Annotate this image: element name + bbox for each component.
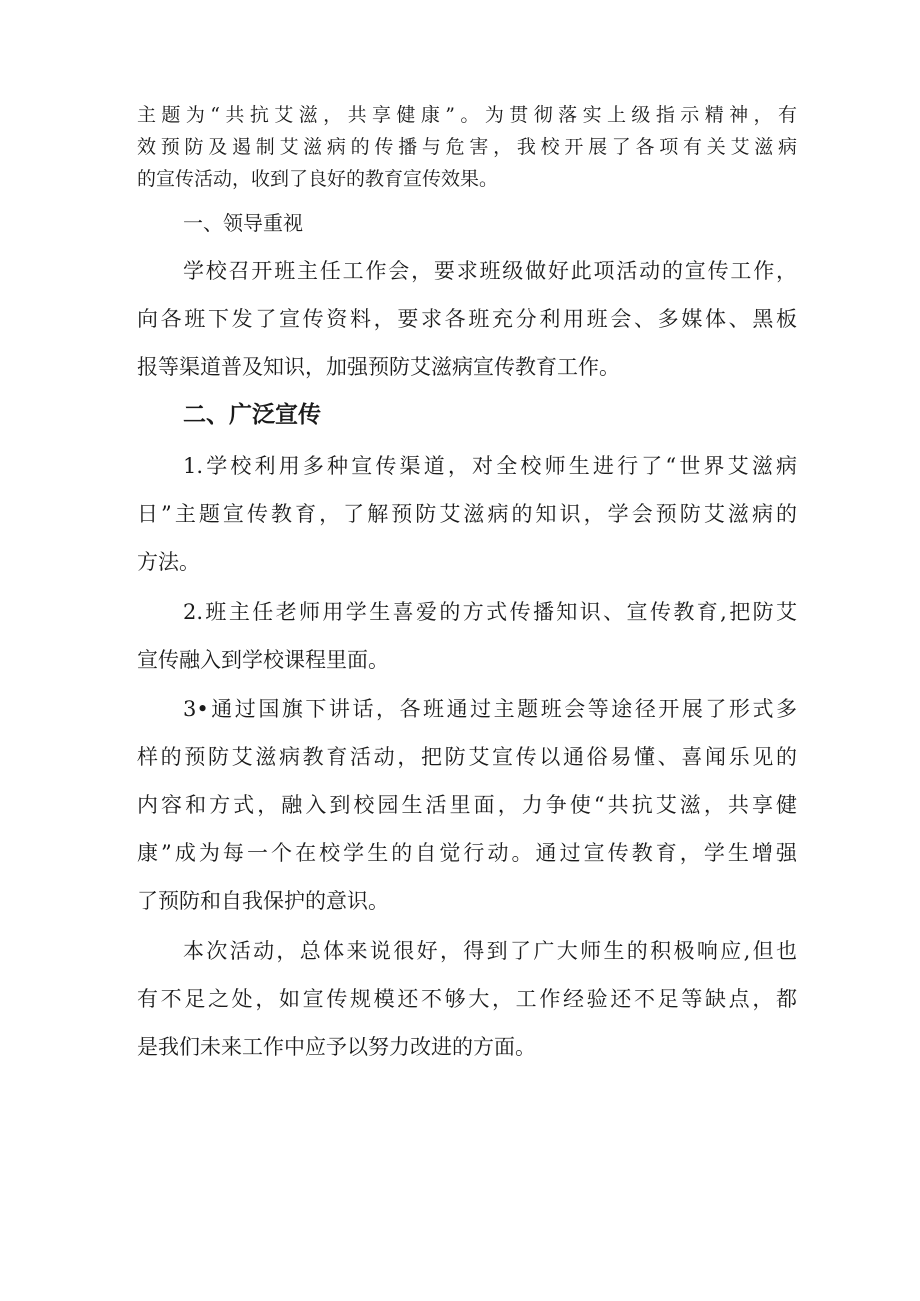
- item-2-line-1: 2.班主任老师用学生喜爱的方式传播知识、宣传教育,把防艾: [183, 600, 797, 624]
- conclusion-line-2: 有不足之处，如宣传规模还不够大，工作经验还不足等缺点，都: [137, 987, 797, 1011]
- conclusion-line-1: 本次活动，总体来说很好，得到了广大师生的积极响应,但也: [183, 939, 797, 963]
- intro-line-3: 的宣传活动，收到了良好的教育宣传效果。: [137, 168, 499, 190]
- item-1-line-1: 1.学校利用多种宣传渠道，对全校师生进行了“世界艾滋病: [183, 454, 797, 478]
- intro-line-1: 主题为“共抗艾滋，共享健康”。为贯彻落实上级指示精神，有: [137, 104, 797, 126]
- section-1-heading: 一、领导重视: [183, 211, 303, 235]
- item-2-line-2: 宣传融入到学校课程里面。: [137, 648, 389, 672]
- section-1-line-3: 报等渠道普及知识，加强预防艾滋病宣传教育工作。: [137, 355, 620, 379]
- item-3-line-5: 了预防和自我保护的意识。: [137, 889, 389, 913]
- item-1-line-3: 方法。: [137, 550, 200, 574]
- item-1-line-2: 日”主题宣传教育，了解预防艾滋病的知识，学会预防艾滋病的: [137, 502, 797, 526]
- section-1-line-1: 学校召开班主任工作会，要求班级做好此项活动的宣传工作，: [183, 259, 797, 283]
- item-3-line-4: 康”成为每一个在校学生的自觉行动。通过宣传教育，学生增强: [137, 841, 797, 865]
- item-3-line-2: 样的预防艾滋病教育活动，把防艾宣传以通俗易懂、喜闻乐见的: [137, 745, 797, 769]
- intro-line-2: 效预防及遏制艾滋病的传播与危害，我校开展了各项有关艾滋病: [137, 136, 797, 158]
- conclusion-line-3: 是我们未来工作中应予以努力改进的方面。: [137, 1035, 536, 1059]
- item-3-line-1: 3•通过国旗下讲话，各班通过主题班会等途径开展了形式多: [183, 697, 797, 721]
- item-3-line-3: 内容和方式，融入到校园生活里面，力争使“共抗艾滋，共享健: [137, 793, 797, 817]
- section-1-line-2: 向各班下发了宣传资料，要求各班充分利用班会、多媒体、黑板: [137, 307, 797, 331]
- section-2-heading: 二、广泛宣传: [183, 402, 321, 428]
